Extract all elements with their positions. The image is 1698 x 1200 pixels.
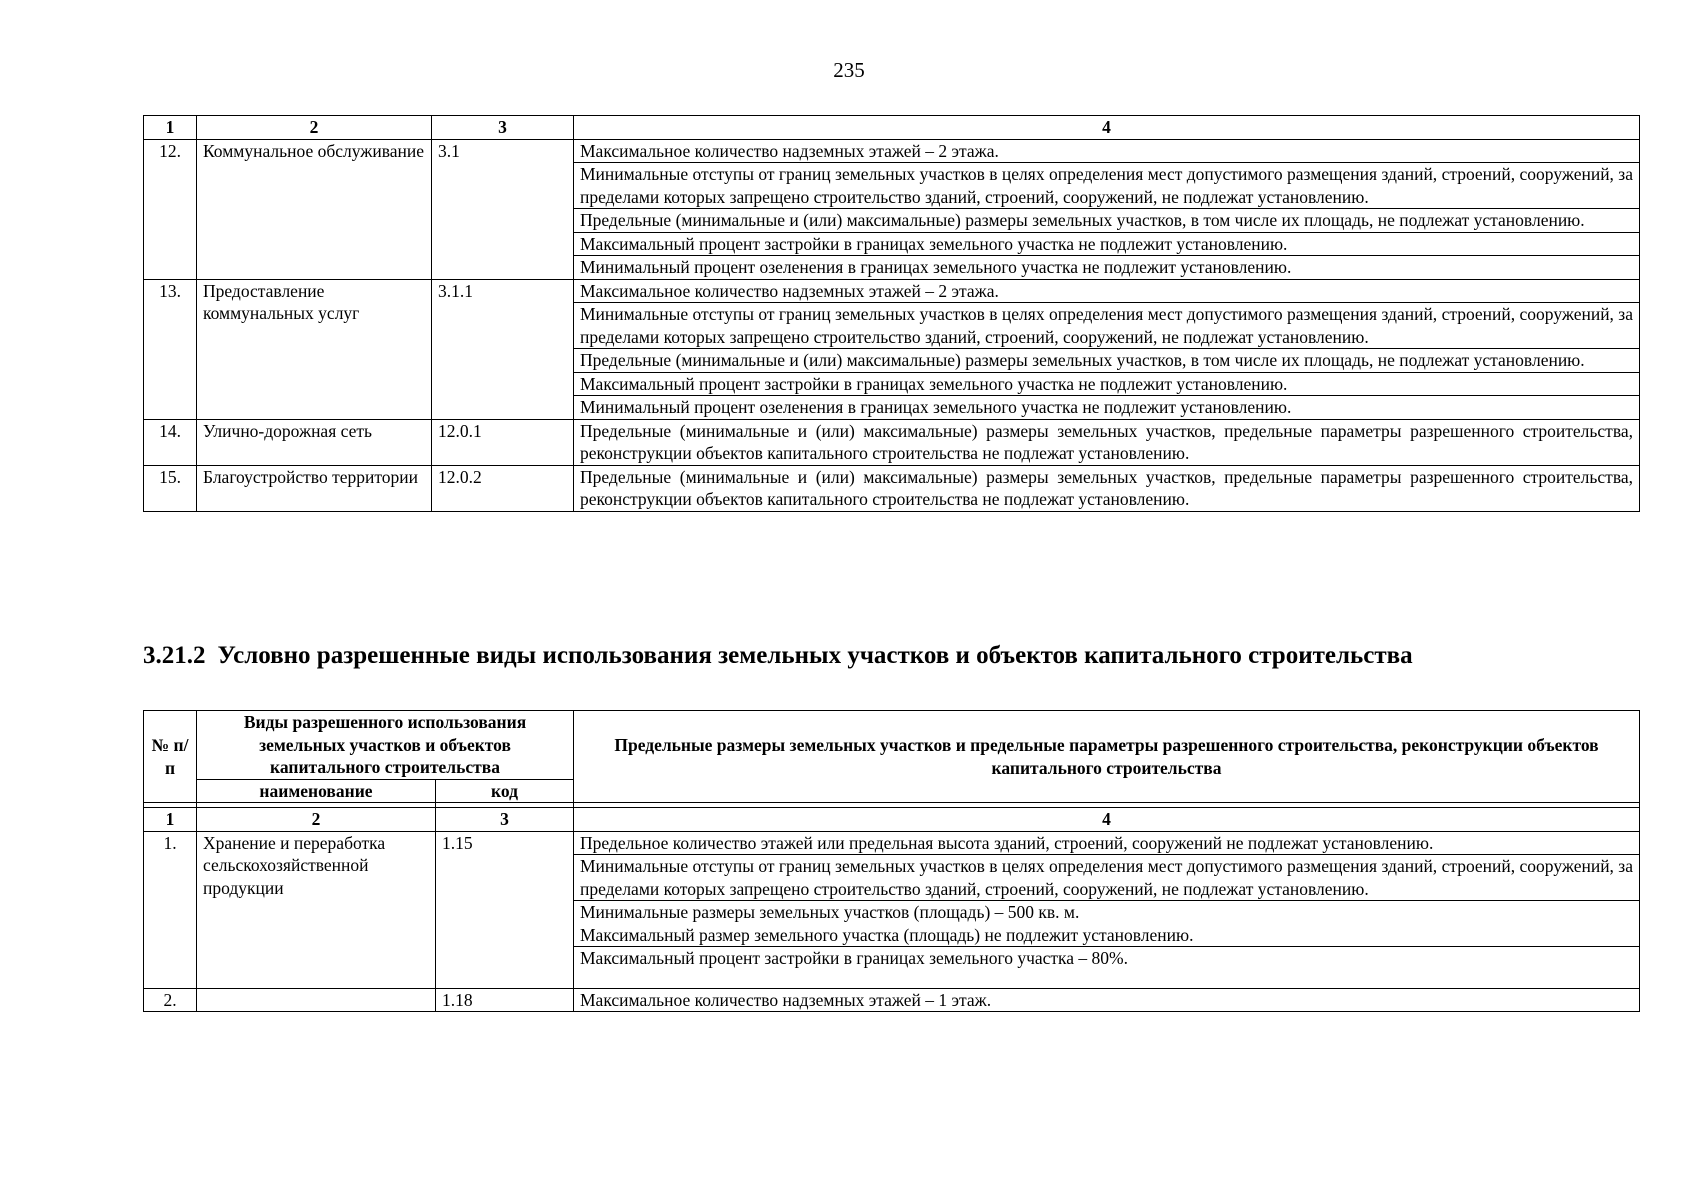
use-code: 3.1 xyxy=(432,139,574,279)
row-number: 14. xyxy=(144,419,197,465)
use-code: 12.0.2 xyxy=(432,465,574,511)
parameter-line: Максимальный размер земельного участка (площадь) не подлежит установлению. xyxy=(580,924,1194,945)
land-use-table-continued xyxy=(143,115,1640,512)
column-number: 3 xyxy=(432,116,574,140)
header-number: № п/п xyxy=(144,711,197,803)
parameter-cell: Максимальный процент застройки в границах земельного участка не подлежит установлению. xyxy=(574,372,1640,396)
parameter-cell: Предельные (минимальные и (или) максимальные) размеры земельных участков, предельные параметры разрешенного строительства, реконструкции объектов капитального строительства не подлежат установлению. xyxy=(574,419,1640,465)
parameter-cell: Предельные (минимальные и (или) максимальные) размеры земельных участков, в том числе их площадь, не подлежат установлению. xyxy=(574,349,1640,373)
section-heading xyxy=(143,642,1413,670)
column-number: 4 xyxy=(574,116,1640,140)
table-header-row xyxy=(144,711,1640,780)
row-number: 13. xyxy=(144,279,197,419)
header-code: код xyxy=(436,779,574,803)
use-name: Хранение и переработка сельскохозяйственной продукции xyxy=(197,831,436,988)
column-number-row xyxy=(144,116,1640,140)
parameter-cell: Предельные (минимальные и (или) максимальные) размеры земельных участков, предельные параметры разрешенного строительства, реконструкции объектов капитального строительства не подлежат установлению. xyxy=(574,465,1640,511)
table-row xyxy=(144,279,1640,303)
parameter-cell: Минимальные отступы от границ земельных участков в целях определения мест допустимого размещения зданий, строений, сооружений, за пределами которых запрещено строительство зданий, строений, сооружений, не подлежат установлению. xyxy=(574,303,1640,349)
use-name: Улично-дорожная сеть xyxy=(197,419,432,465)
parameter-cell xyxy=(574,947,1640,989)
row-number: 15. xyxy=(144,465,197,511)
use-name: Благоустройство территории xyxy=(197,465,432,511)
column-number: 3 xyxy=(436,808,574,832)
parameter-cell: Предельные (минимальные и (или) максимальные) размеры земельных участков, в том числе их площадь, не подлежат установлению. xyxy=(574,209,1640,233)
use-code: 12.0.1 xyxy=(432,419,574,465)
header-parameters: Предельные размеры земельных участков и предельные параметры разрешенного строительства, реконструкции объектов капитального строительства xyxy=(574,711,1640,803)
parameter-cell: Максимальный процент застройки в границах земельного участка не подлежит установлению. xyxy=(574,232,1640,256)
use-code: 1.15 xyxy=(436,831,574,988)
table-row xyxy=(144,139,1640,163)
parameter-cell: Максимальное количество надземных этажей – 1 этаж. xyxy=(574,988,1640,1012)
conditional-use-table xyxy=(143,710,1640,1012)
parameter-cell: Минимальный процент озеленения в границах земельного участка не подлежит установлению. xyxy=(574,396,1640,420)
parameter-cell: Минимальные отступы от границ земельных участков в целях определения мест допустимого размещения зданий, строений, сооружений, за пределами которых запрещено строительство зданий, строений, сооружений, не подлежат установлению. xyxy=(574,855,1640,901)
parameter-line: Минимальные размеры земельных участков (площадь) – 500 кв. м. xyxy=(580,902,1080,922)
table-row xyxy=(144,465,1640,511)
section-number: 3.21.2 xyxy=(143,642,206,669)
use-name: Предоставление коммунальных услуг xyxy=(197,279,432,419)
parameter-cell: Максимальное количество надземных этажей – 2 этажа. xyxy=(574,279,1640,303)
use-name xyxy=(197,988,436,1012)
row-number: 12. xyxy=(144,139,197,279)
column-number-row xyxy=(144,808,1640,832)
table-row xyxy=(144,419,1640,465)
section-title: Условно разрешенные виды использования земельных участков и объектов капитального строительства xyxy=(217,642,1413,669)
column-number: 1 xyxy=(144,116,197,140)
column-number: 1 xyxy=(144,808,197,832)
use-code: 1.18 xyxy=(436,988,574,1012)
parameter-line: Максимальный процент застройки в границах земельного участка – 80%. xyxy=(580,948,1129,968)
page-number: 235 xyxy=(833,58,865,82)
parameter-cell: Минимальный процент озеленения в границах земельного участка не подлежит установлению. xyxy=(574,256,1640,280)
table-row xyxy=(144,831,1640,855)
parameter-cell: Минимальные отступы от границ земельных участков в целях определения мест допустимого размещения зданий, строений, сооружений, за пределами которых запрещено строительство зданий, строений, сооружений, не подлежат установлению. xyxy=(574,163,1640,209)
use-code: 3.1.1 xyxy=(432,279,574,419)
parameter-cell: Предельное количество этажей или предельная высота зданий, строений, сооружений не подлежат установлению. xyxy=(574,831,1640,855)
column-number: 2 xyxy=(197,808,436,832)
table-row xyxy=(144,988,1640,1012)
header-name: наименование xyxy=(197,779,436,803)
header-kinds: Виды разрешенного использования земельных участков и объектов капитального строительства xyxy=(197,711,574,780)
row-number: 1. xyxy=(144,831,197,988)
use-name: Коммунальное обслуживание xyxy=(197,139,432,279)
parameter-cell xyxy=(574,901,1640,947)
parameter-cell: Максимальное количество надземных этажей – 2 этажа. xyxy=(574,139,1640,163)
row-number: 2. xyxy=(144,988,197,1012)
column-number: 4 xyxy=(574,808,1640,832)
column-number: 2 xyxy=(197,116,432,140)
